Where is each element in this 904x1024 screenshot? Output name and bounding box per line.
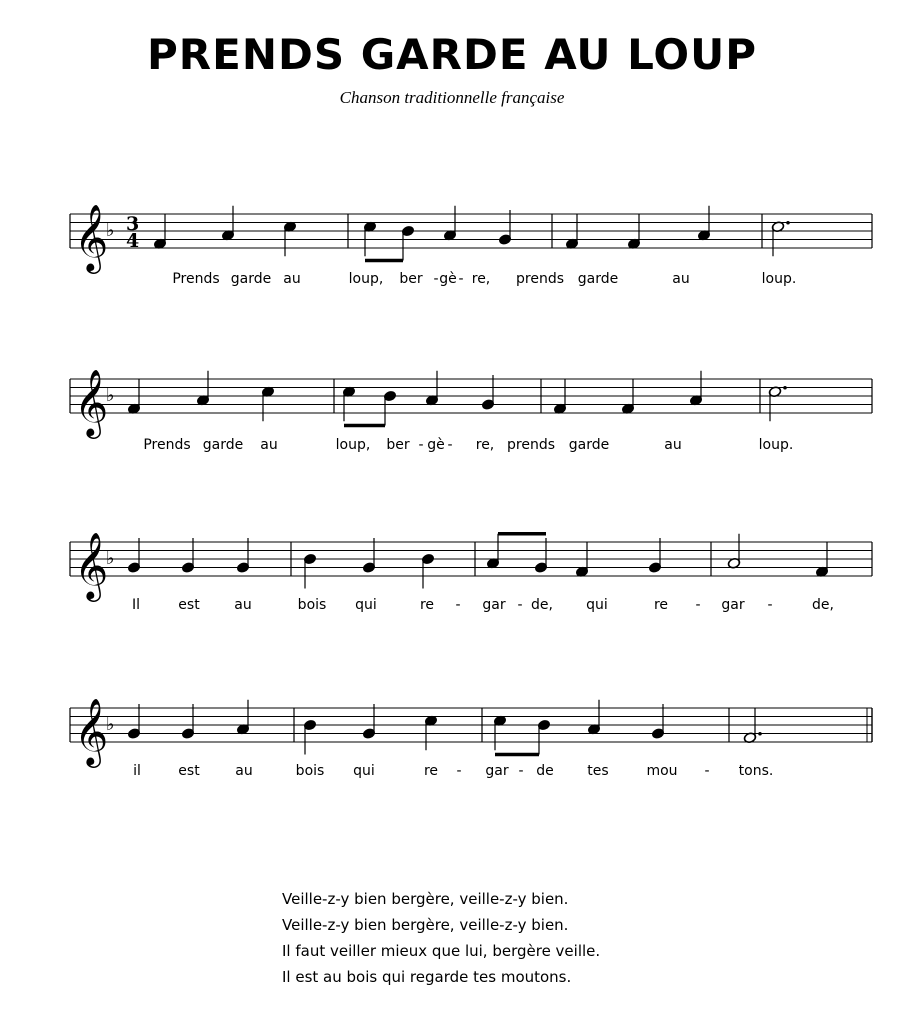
lyric-syllable: ber	[386, 437, 410, 453]
lyric-syllable: prends	[506, 437, 556, 453]
lyric-syllable: garde	[202, 437, 244, 453]
lyric-syllable: Il	[131, 597, 141, 613]
lyric-syllable: bois	[297, 597, 327, 613]
lyric-syllable: mou	[646, 763, 678, 779]
lyric-syllable: -	[695, 597, 701, 613]
song-title: PRENDS GARDE AU LOUP	[147, 30, 757, 79]
lyric-syllable: gar	[485, 763, 509, 779]
lyric-syllable: de,	[531, 597, 553, 613]
verse-line: Veille-z-y bien bergère, veille-z-y bien.	[282, 890, 569, 908]
lyric-syllable: -	[455, 597, 461, 613]
lyric-syllable: qui	[355, 597, 377, 613]
lyric-syllable: re	[423, 763, 439, 779]
lyric-syllable: de,	[812, 597, 834, 613]
time-signature-top: 3	[126, 213, 140, 235]
note	[743, 708, 761, 743]
note	[651, 704, 664, 739]
verse-line: Il faut veiller mieux que lui, bergère veille.	[282, 942, 601, 960]
note	[236, 700, 249, 735]
lyric-syllable: -	[418, 437, 424, 453]
lyric-syllable: loup,	[348, 271, 384, 287]
lyric-syllable: garde	[568, 437, 610, 453]
key-signature-flat: ♭	[106, 714, 115, 735]
lyric-syllable: prends	[515, 271, 565, 287]
lyric-syllable: gè	[439, 271, 457, 287]
lyric-syllable: re,	[475, 437, 495, 453]
lyric-syllable: loup,	[335, 437, 371, 453]
treble-clef-icon: 𝄞	[74, 368, 109, 436]
verse-line: Veille-z-y bien bergère, veille-z-y bien.	[282, 916, 569, 934]
note	[537, 719, 550, 754]
treble-clef-icon: 𝄞	[74, 697, 109, 765]
lyric-syllable: -	[433, 271, 439, 287]
augmentation-dot	[758, 732, 762, 736]
lyric-syllable: au	[672, 271, 690, 287]
lyric-syllable: -	[456, 763, 462, 779]
lyric-syllable: tes	[587, 763, 609, 779]
lyric-syllable: -	[447, 437, 453, 453]
note	[424, 715, 437, 750]
lyric-syllable: -	[517, 597, 523, 613]
lyric-syllable: garde	[230, 271, 272, 287]
lyric-syllable: gè	[427, 437, 445, 453]
treble-clef-icon: 𝄞	[74, 531, 109, 599]
lyric-syllable: Prends	[143, 437, 191, 453]
lyric-syllable: qui	[353, 763, 375, 779]
lyrics-line	[0, 763, 904, 793]
lyric-syllable: loup.	[758, 437, 794, 453]
lyric-syllable: qui	[586, 597, 608, 613]
lyric-syllable: re	[653, 597, 669, 613]
lyric-syllable: il	[133, 763, 141, 779]
lyric-syllable: gar	[482, 597, 506, 613]
key-signature-flat: ♭	[106, 385, 115, 406]
lyric-syllable: ber	[399, 271, 423, 287]
lyric-syllable: garde	[577, 271, 619, 287]
lyric-syllable: au	[260, 437, 278, 453]
lyric-syllable: bois	[295, 763, 325, 779]
lyric-syllable: tons.	[738, 763, 774, 779]
key-signature-flat: ♭	[106, 220, 115, 241]
lyric-syllable: Prends	[172, 271, 220, 287]
lyric-syllable: est	[178, 597, 200, 613]
lyric-syllable: de	[536, 763, 554, 779]
lyric-syllable: -	[767, 597, 773, 613]
lyric-syllable: -	[518, 763, 524, 779]
lyric-syllable: -	[458, 271, 464, 287]
lyric-syllable: -	[704, 763, 710, 779]
lyric-syllable: re,	[471, 271, 491, 287]
lyric-syllable: au	[664, 437, 682, 453]
verse-line: Il est au bois qui regarde tes moutons.	[282, 968, 572, 986]
song-subtitle: Chanson traditionnelle française	[339, 88, 565, 107]
note	[127, 704, 140, 739]
lyric-syllable: re	[419, 597, 435, 613]
time-signature-bottom: 4	[126, 230, 140, 252]
lyric-syllable: gar	[721, 597, 745, 613]
note	[493, 715, 506, 750]
lyric-syllable: loup.	[761, 271, 797, 287]
note	[587, 700, 600, 735]
treble-clef-icon: 𝄞	[74, 203, 109, 271]
note	[362, 704, 375, 739]
lyric-syllable: au	[235, 763, 253, 779]
verse-text	[282, 886, 600, 990]
note	[181, 704, 194, 739]
lyric-syllable: au	[283, 271, 301, 287]
key-signature-flat: ♭	[106, 548, 115, 569]
lyric-syllable: est	[178, 763, 200, 779]
lyric-syllable: au	[234, 597, 252, 613]
note	[303, 719, 316, 754]
